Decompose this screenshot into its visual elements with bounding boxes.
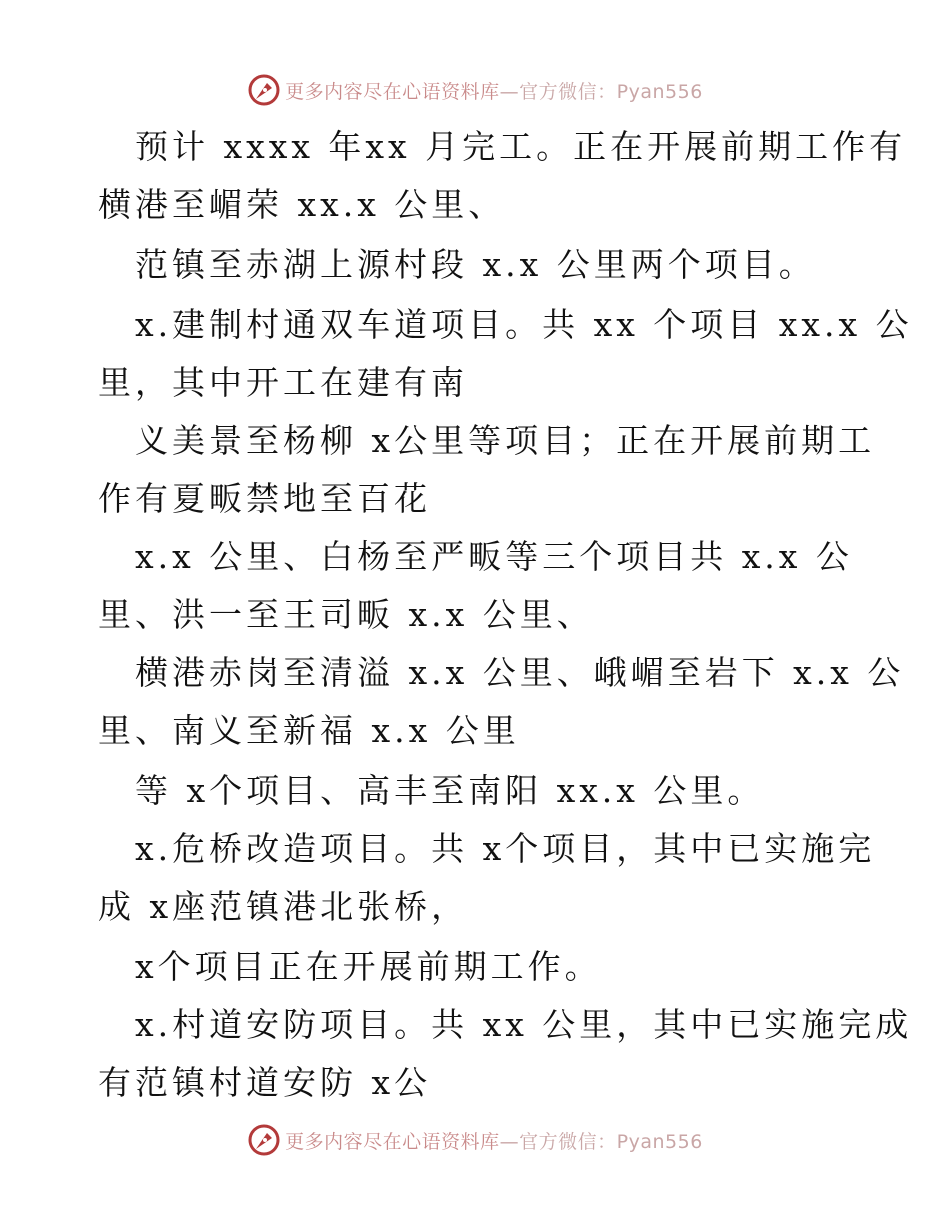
- banner-separator: —: [499, 1130, 520, 1153]
- text-line: x.建制村通双车道项目。共 xx 个项目 xx.x 公: [135, 305, 913, 344]
- text-line: x.村道安防项目。共 xx 公里，其中已实施完成: [135, 1005, 913, 1044]
- text-line: 里，其中开工在建有南: [98, 363, 468, 402]
- text-line: 成 x座范镇港北张桥，: [98, 887, 469, 926]
- text-line: 横港赤岗至清溢 x.x 公里、峨嵋至岩下 x.x 公: [135, 653, 905, 692]
- text-line: 预计 xxxx 年xx 月完工。正在开展前期工作有: [135, 127, 907, 166]
- header-banner: [0, 70, 950, 110]
- text-line: 里、洪一至王司畈 x.x 公里、: [98, 595, 594, 634]
- banner-separator: —: [499, 80, 520, 103]
- text-line: x.x 公里、白杨至严畈等三个项目共 x.x 公: [135, 537, 853, 576]
- banner-text: [285, 1127, 703, 1154]
- banner-brand: 更多内容尽在心语资料库: [285, 80, 500, 103]
- banner-account: 官方微信：Pyan556: [519, 80, 703, 103]
- text-line: 义美景至杨柳 x公里等项目；正在开展前期工: [135, 421, 876, 460]
- text-line: 范镇至赤湖上源村段 x.x 公里两个项目。: [135, 245, 816, 284]
- text-line: x个项目正在开展前期工作。: [135, 947, 602, 986]
- text-line: 等 x个项目、高丰至南阳 xx.x 公里。: [135, 771, 765, 810]
- footer-banner: [0, 1120, 950, 1160]
- pen-nib-circle-icon: [247, 73, 281, 107]
- banner-brand: 更多内容尽在心语资料库: [285, 1130, 500, 1153]
- text-line: 里、南义至新福 x.x 公里: [98, 711, 520, 750]
- text-line: x.危桥改造项目。共 x个项目，其中已实施完: [135, 829, 876, 868]
- pen-nib-circle-icon: [247, 1123, 281, 1157]
- banner-account: 官方微信：Pyan556: [519, 1130, 703, 1153]
- banner-text: [285, 77, 703, 104]
- text-line: 横港至嵋荣 xx.x 公里、: [98, 185, 506, 224]
- text-line: 作有夏畈禁地至百花: [98, 479, 431, 518]
- text-line: 有范镇村道安防 x公: [98, 1063, 432, 1102]
